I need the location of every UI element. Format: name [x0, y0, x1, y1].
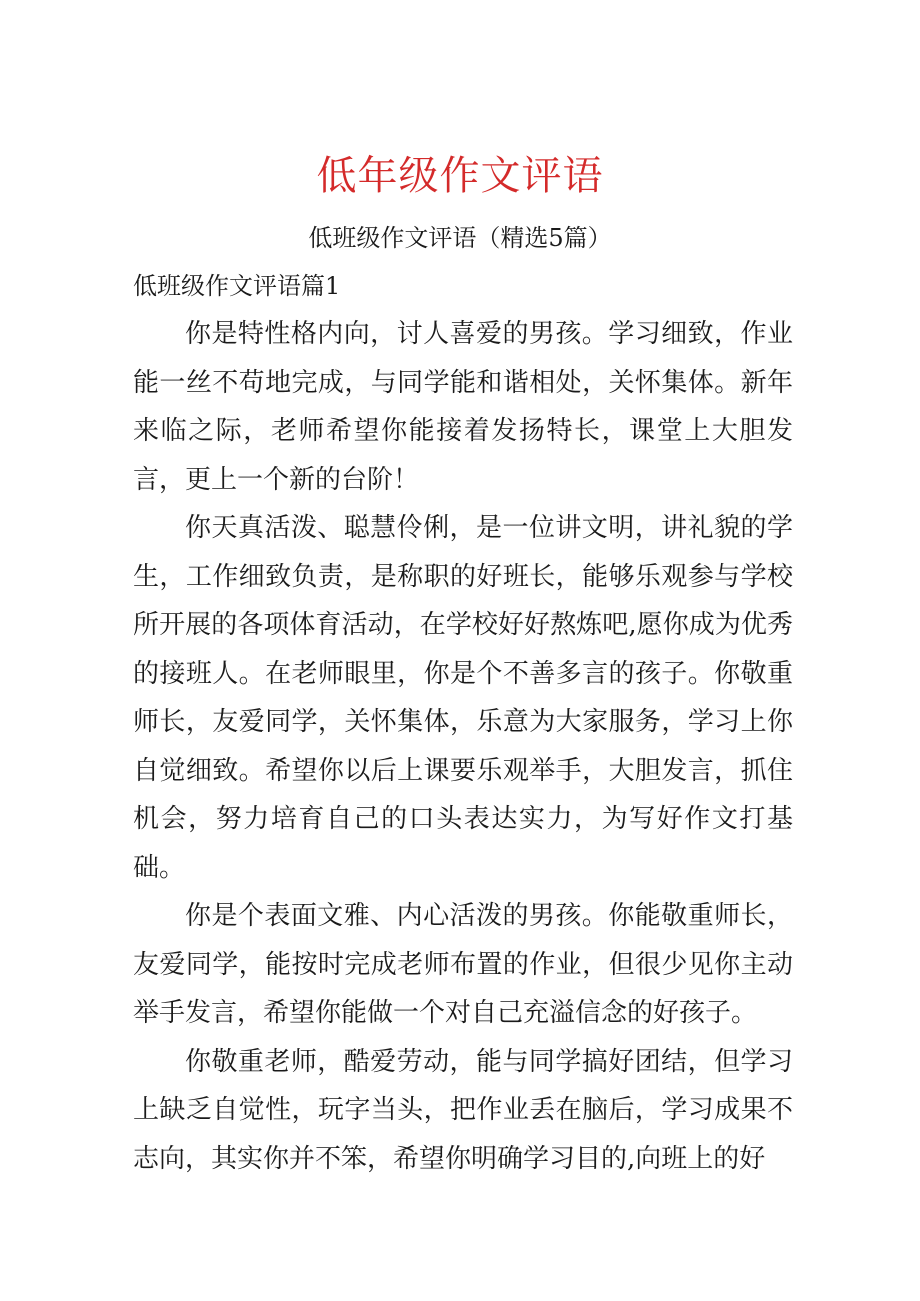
paragraph-2: 你天真活泼、聪慧伶俐，是一位讲文明，讲礼貌的学生，工作细致负责，是称职的好班长，能够乐观参与学校所开展的各项体育活动，在学校好好熬炼吧,愿你成为优秀的接班人。在老师眼里，你是个不善多言的孩子。你敬重师长，友爱同学，关怀集体，乐意为大家服务，学习上你自觉细致。希望你以后上课要乐观举手，大胆发言，抓住机会，努力培育自己的口头表达实力，为写好作文打基础。 [133, 513, 793, 883]
paragraph-4: 你敬重老师，酷爱劳动，能与同学搞好团结，但学习上缺乏自觉性，玩字当头，把作业丢在脑后，学习成果不志向，其实你并不笨，希望你明确学习目的,向班上的好 [133, 1046, 793, 1174]
paragraph-3: 你是个表面文雅、内心活泼的男孩。你能敬重师长，友爱同学，能按时完成老师布置的作业，但很少见你主动举手发言，希望你能做一个对自己充溢信念的好孩子。 [133, 901, 793, 1028]
section-heading: 低班级作文评语篇1 [133, 272, 341, 300]
paragraph-1: 你是特性格内向，讨人喜爱的男孩。学习细致，作业能一丝不苟地完成，与同学能和谐相处，关怀集体。新年来临之际，老师希望你能接着发扬特长，课堂上大胆发言，更上一个新的台阶！ [133, 319, 793, 495]
document-title: 低年级作文评语 [316, 153, 604, 199]
body-text [133, 310, 793, 1183]
document-subtitle: 低班级作文评语（精选5篇） [308, 224, 612, 252]
